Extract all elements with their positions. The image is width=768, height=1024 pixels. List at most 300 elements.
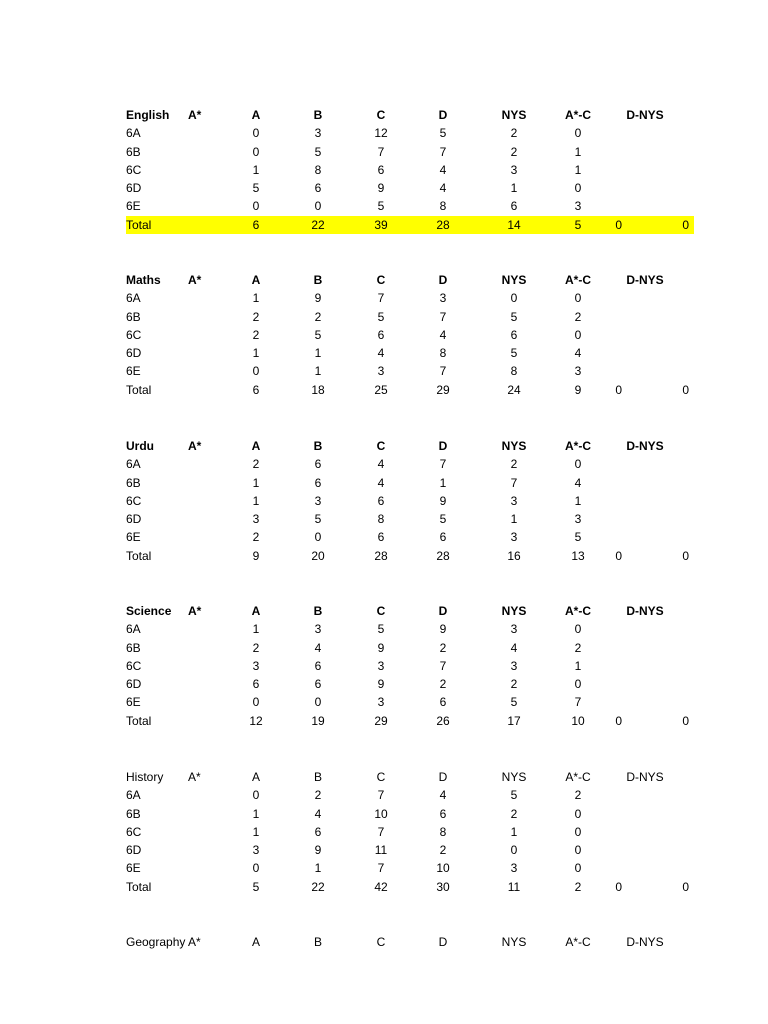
cell-value: 7 bbox=[377, 144, 385, 159]
cell-value: 2 bbox=[574, 788, 582, 803]
cell-value: 7 bbox=[439, 309, 447, 324]
total-value: 0 bbox=[615, 382, 622, 397]
total-value: 25 bbox=[374, 382, 388, 397]
cell-value: 5 bbox=[439, 126, 447, 141]
table-row bbox=[126, 510, 694, 528]
cell-value: 9 bbox=[439, 493, 447, 508]
column-header: C bbox=[376, 273, 386, 287]
section-header-row bbox=[126, 933, 694, 951]
row-label: 6D bbox=[126, 843, 142, 858]
total-value: 28 bbox=[436, 548, 450, 563]
cell-value: 0 bbox=[252, 199, 260, 214]
total-value: 6 bbox=[252, 217, 260, 232]
table-row bbox=[126, 289, 694, 307]
row-label: 6C bbox=[126, 824, 142, 839]
table-row bbox=[126, 362, 694, 380]
cell-value: 2 bbox=[510, 677, 518, 692]
total-label: Total bbox=[126, 713, 152, 728]
column-header: NYS bbox=[501, 108, 527, 122]
column-header: A*-C bbox=[565, 604, 591, 618]
total-value: 9 bbox=[252, 548, 260, 563]
cell-value: 0 bbox=[574, 677, 582, 692]
subject-title: Science bbox=[126, 604, 172, 618]
row-label: 6E bbox=[126, 861, 141, 876]
total-value: 22 bbox=[311, 879, 325, 894]
column-header: D-NYS bbox=[626, 108, 664, 122]
cell-value: 11 bbox=[374, 843, 388, 858]
cell-value: 0 bbox=[252, 144, 260, 159]
cell-value: 6 bbox=[510, 327, 518, 342]
cell-value: 3 bbox=[510, 622, 518, 637]
total-value: 26 bbox=[436, 713, 450, 728]
row-label: 6B bbox=[126, 640, 141, 655]
cell-value: 3 bbox=[510, 530, 518, 545]
row-label: 6B bbox=[126, 475, 141, 490]
column-header: C bbox=[376, 439, 386, 453]
cell-value: 0 bbox=[574, 806, 582, 821]
column-header: A* bbox=[188, 935, 201, 949]
cell-value: 2 bbox=[510, 457, 518, 472]
cell-value: 5 bbox=[439, 512, 447, 527]
table-row bbox=[126, 474, 694, 492]
column-header: A*-C bbox=[565, 108, 591, 122]
section-maths bbox=[126, 271, 694, 399]
cell-value: 5 bbox=[510, 346, 518, 361]
cell-value: 5 bbox=[377, 199, 385, 214]
column-header: B bbox=[313, 935, 322, 949]
cell-value: 6 bbox=[377, 162, 385, 177]
cell-value: 3 bbox=[377, 658, 385, 673]
total-value: 0 bbox=[615, 548, 622, 563]
subject-title: Geography bbox=[126, 935, 186, 949]
total-value: 0 bbox=[682, 713, 689, 728]
column-header: A bbox=[251, 770, 260, 784]
row-label: 6C bbox=[126, 327, 142, 342]
cell-value: 5 bbox=[510, 309, 518, 324]
row-label: 6D bbox=[126, 346, 142, 361]
total-value: 18 bbox=[311, 382, 325, 397]
column-header: D bbox=[438, 935, 448, 949]
cell-value: 1 bbox=[439, 475, 447, 490]
total-value: 42 bbox=[374, 879, 388, 894]
cell-value: 4 bbox=[314, 640, 322, 655]
cell-value: 9 bbox=[439, 622, 447, 637]
row-label: 6E bbox=[126, 199, 141, 214]
cell-value: 6 bbox=[510, 199, 518, 214]
total-value: 0 bbox=[615, 713, 622, 728]
table-row bbox=[126, 492, 694, 510]
cell-value: 0 bbox=[574, 843, 582, 858]
total-value: 28 bbox=[374, 548, 388, 563]
total-value: 9 bbox=[574, 382, 582, 397]
cell-value: 7 bbox=[439, 364, 447, 379]
cell-value: 0 bbox=[574, 861, 582, 876]
column-header: C bbox=[376, 935, 386, 949]
cell-value: 2 bbox=[314, 788, 322, 803]
cell-value: 7 bbox=[439, 144, 447, 159]
total-value: 28 bbox=[436, 217, 450, 232]
column-header: C bbox=[376, 604, 386, 618]
column-header: A* bbox=[188, 108, 202, 122]
cell-value: 2 bbox=[510, 806, 518, 821]
cell-value: 7 bbox=[377, 824, 385, 839]
cell-value: 2 bbox=[252, 309, 260, 324]
cell-value: 3 bbox=[377, 364, 385, 379]
row-label: 6E bbox=[126, 695, 141, 710]
row-label: 6C bbox=[126, 658, 142, 673]
cell-value: 1 bbox=[314, 346, 322, 361]
cell-value: 9 bbox=[377, 677, 385, 692]
cell-value: 4 bbox=[314, 806, 322, 821]
total-value: 24 bbox=[507, 382, 521, 397]
section-header-row bbox=[126, 768, 694, 786]
cell-value: 3 bbox=[510, 861, 518, 876]
total-row bbox=[126, 547, 694, 565]
cell-value: 9 bbox=[377, 181, 385, 196]
cell-value: 0 bbox=[252, 861, 260, 876]
column-header: A* bbox=[188, 439, 202, 453]
total-label: Total bbox=[126, 217, 152, 232]
cell-value: 3 bbox=[252, 658, 260, 673]
cell-value: 4 bbox=[439, 181, 447, 196]
column-header: NYS bbox=[501, 935, 527, 949]
cell-value: 2 bbox=[439, 640, 447, 655]
row-label: 6D bbox=[126, 677, 142, 692]
cell-value: 3 bbox=[314, 622, 322, 637]
cell-value: 3 bbox=[314, 126, 322, 141]
row-label: 6A bbox=[126, 788, 141, 803]
cell-value: 3 bbox=[377, 695, 385, 710]
total-row bbox=[126, 712, 694, 730]
subject-title: Maths bbox=[126, 273, 161, 287]
cell-value: 7 bbox=[439, 658, 447, 673]
row-label: 6C bbox=[126, 493, 142, 508]
subject-title: English bbox=[126, 108, 170, 122]
total-value: 5 bbox=[574, 217, 582, 232]
cell-value: 2 bbox=[252, 327, 260, 342]
table-row bbox=[126, 639, 694, 657]
column-header: D bbox=[438, 273, 448, 287]
row-label: 6A bbox=[126, 291, 141, 306]
cell-value: 3 bbox=[574, 199, 582, 214]
column-header: D bbox=[438, 439, 448, 453]
cell-value: 0 bbox=[574, 291, 582, 306]
cell-value: 1 bbox=[252, 824, 260, 839]
section-header-row bbox=[126, 437, 694, 455]
column-header: B bbox=[313, 439, 323, 453]
section-header-row bbox=[126, 602, 694, 620]
cell-value: 1 bbox=[314, 364, 322, 379]
table-row bbox=[126, 161, 694, 179]
cell-value: 6 bbox=[314, 457, 322, 472]
cell-value: 2 bbox=[439, 677, 447, 692]
cell-value: 3 bbox=[252, 843, 260, 858]
cell-value: 9 bbox=[377, 640, 385, 655]
total-value: 10 bbox=[571, 713, 585, 728]
table-row bbox=[126, 786, 694, 804]
cell-value: 0 bbox=[574, 622, 582, 637]
section-header-row bbox=[126, 106, 694, 124]
cell-value: 4 bbox=[377, 475, 385, 490]
cell-value: 5 bbox=[314, 144, 322, 159]
total-value: 19 bbox=[311, 713, 325, 728]
column-header: C bbox=[376, 108, 386, 122]
cell-value: 6 bbox=[314, 677, 322, 692]
cell-value: 1 bbox=[252, 291, 260, 306]
cell-value: 9 bbox=[314, 843, 322, 858]
cell-value: 0 bbox=[574, 824, 582, 839]
cell-value: 6 bbox=[314, 181, 322, 196]
table-row bbox=[126, 693, 694, 711]
section-science bbox=[126, 602, 694, 730]
total-value: 22 bbox=[311, 217, 325, 232]
cell-value: 6 bbox=[314, 824, 322, 839]
cell-value: 5 bbox=[314, 327, 322, 342]
cell-value: 1 bbox=[252, 493, 260, 508]
cell-value: 5 bbox=[574, 530, 582, 545]
column-header: D-NYS bbox=[626, 604, 664, 618]
column-header: B bbox=[313, 604, 323, 618]
column-header: D bbox=[438, 604, 448, 618]
cell-value: 4 bbox=[574, 346, 582, 361]
column-header: D-NYS bbox=[626, 273, 664, 287]
cell-value: 2 bbox=[439, 843, 447, 858]
table-row bbox=[126, 197, 694, 215]
cell-value: 0 bbox=[252, 788, 260, 803]
column-header: A bbox=[251, 439, 261, 453]
total-value: 0 bbox=[682, 382, 689, 397]
total-row bbox=[126, 381, 694, 399]
cell-value: 5 bbox=[510, 695, 518, 710]
total-value: 0 bbox=[615, 217, 622, 232]
total-row bbox=[126, 216, 694, 234]
cell-value: 6 bbox=[377, 493, 385, 508]
column-header: A*-C bbox=[565, 439, 591, 453]
cell-value: 4 bbox=[439, 788, 447, 803]
section-urdu bbox=[126, 437, 694, 565]
cell-value: 2 bbox=[252, 457, 260, 472]
total-value: 11 bbox=[507, 879, 521, 894]
column-header: NYS bbox=[501, 770, 527, 784]
cell-value: 0 bbox=[574, 457, 582, 472]
cell-value: 2 bbox=[510, 126, 518, 141]
column-header: A* bbox=[188, 273, 202, 287]
table-row bbox=[126, 179, 694, 197]
total-value: 0 bbox=[615, 879, 622, 894]
total-value: 30 bbox=[436, 879, 450, 894]
table-row bbox=[126, 528, 694, 546]
table-row bbox=[126, 859, 694, 877]
cell-value: 7 bbox=[377, 291, 385, 306]
cell-value: 1 bbox=[252, 162, 260, 177]
column-header: NYS bbox=[501, 273, 527, 287]
column-header: NYS bbox=[501, 439, 527, 453]
total-value: 16 bbox=[507, 548, 521, 563]
table-row bbox=[126, 823, 694, 841]
cell-value: 1 bbox=[314, 861, 322, 876]
column-header: B bbox=[313, 273, 323, 287]
cell-value: 4 bbox=[377, 346, 385, 361]
subject-title: History bbox=[126, 770, 164, 784]
cell-value: 1 bbox=[252, 475, 260, 490]
total-value: 39 bbox=[374, 217, 388, 232]
cell-value: 6 bbox=[377, 327, 385, 342]
total-value: 12 bbox=[249, 713, 263, 728]
cell-value: 4 bbox=[510, 640, 518, 655]
subject-title: Urdu bbox=[126, 439, 154, 453]
column-header: A*-C bbox=[565, 935, 591, 949]
total-value: 0 bbox=[682, 217, 689, 232]
total-row bbox=[126, 878, 694, 896]
table-row bbox=[126, 143, 694, 161]
cell-value: 4 bbox=[439, 162, 447, 177]
column-header: A*-C bbox=[565, 770, 591, 784]
column-header: A*-C bbox=[565, 273, 591, 287]
cell-value: 8 bbox=[439, 824, 447, 839]
cell-value: 3 bbox=[510, 658, 518, 673]
row-label: 6B bbox=[126, 309, 141, 324]
total-value: 6 bbox=[252, 382, 260, 397]
cell-value: 6 bbox=[439, 806, 447, 821]
cell-value: 8 bbox=[439, 346, 447, 361]
cell-value: 3 bbox=[510, 162, 518, 177]
cell-value: 2 bbox=[510, 144, 518, 159]
cell-value: 10 bbox=[374, 806, 388, 821]
cell-value: 3 bbox=[439, 291, 447, 306]
total-label: Total bbox=[126, 382, 152, 397]
cell-value: 6 bbox=[439, 695, 447, 710]
table-row bbox=[126, 455, 694, 473]
total-value: 14 bbox=[507, 217, 521, 232]
cell-value: 5 bbox=[510, 788, 518, 803]
table-row bbox=[126, 657, 694, 675]
row-label: 6E bbox=[126, 530, 141, 545]
cell-value: 1 bbox=[574, 144, 582, 159]
cell-value: 8 bbox=[377, 512, 385, 527]
cell-value: 7 bbox=[377, 861, 385, 876]
row-label: 6E bbox=[126, 364, 141, 379]
cell-value: 0 bbox=[314, 695, 322, 710]
cell-value: 2 bbox=[574, 309, 582, 324]
cell-value: 6 bbox=[439, 530, 447, 545]
cell-value: 0 bbox=[574, 126, 582, 141]
cell-value: 0 bbox=[510, 291, 518, 306]
table-row bbox=[126, 841, 694, 859]
cell-value: 7 bbox=[439, 457, 447, 472]
cell-value: 1 bbox=[252, 346, 260, 361]
cell-value: 6 bbox=[314, 658, 322, 673]
cell-value: 1 bbox=[510, 824, 518, 839]
row-label: 6D bbox=[126, 181, 142, 196]
cell-value: 1 bbox=[252, 622, 260, 637]
table-row bbox=[126, 805, 694, 823]
cell-value: 3 bbox=[574, 512, 582, 527]
cell-value: 3 bbox=[252, 512, 260, 527]
total-label: Total bbox=[126, 879, 152, 894]
cell-value: 12 bbox=[374, 126, 388, 141]
row-label: 6C bbox=[126, 162, 142, 177]
cell-value: 2 bbox=[252, 530, 260, 545]
cell-value: 6 bbox=[252, 677, 260, 692]
column-header: A bbox=[251, 273, 261, 287]
cell-value: 8 bbox=[439, 199, 447, 214]
cell-value: 0 bbox=[252, 364, 260, 379]
cell-value: 1 bbox=[574, 658, 582, 673]
cell-value: 0 bbox=[252, 695, 260, 710]
cell-value: 0 bbox=[314, 199, 322, 214]
column-header: B bbox=[313, 770, 322, 784]
row-label: 6A bbox=[126, 126, 141, 141]
section-header-row bbox=[126, 271, 694, 289]
total-label: Total bbox=[126, 548, 152, 563]
column-header: D bbox=[438, 770, 448, 784]
total-value: 13 bbox=[571, 548, 585, 563]
total-value: 29 bbox=[374, 713, 388, 728]
column-header: A bbox=[251, 604, 261, 618]
cell-value: 9 bbox=[314, 291, 322, 306]
cell-value: 1 bbox=[510, 181, 518, 196]
cell-value: 3 bbox=[510, 493, 518, 508]
cell-value: 10 bbox=[436, 861, 450, 876]
total-value: 5 bbox=[252, 879, 260, 894]
section-english bbox=[126, 106, 694, 234]
cell-value: 0 bbox=[574, 181, 582, 196]
column-header: NYS bbox=[501, 604, 527, 618]
column-header: A* bbox=[188, 770, 201, 784]
cell-value: 7 bbox=[574, 695, 582, 710]
total-value: 17 bbox=[507, 713, 521, 728]
cell-value: 5 bbox=[377, 622, 385, 637]
column-header: B bbox=[313, 108, 323, 122]
column-header: A bbox=[251, 108, 261, 122]
table-row bbox=[126, 675, 694, 693]
cell-value: 4 bbox=[377, 457, 385, 472]
column-header: D-NYS bbox=[626, 439, 664, 453]
row-label: 6A bbox=[126, 622, 141, 637]
section-history bbox=[126, 768, 694, 896]
cell-value: 1 bbox=[574, 493, 582, 508]
table-row bbox=[126, 308, 694, 326]
cell-value: 0 bbox=[252, 126, 260, 141]
column-header: D bbox=[438, 108, 448, 122]
row-label: 6D bbox=[126, 512, 142, 527]
cell-value: 7 bbox=[377, 788, 385, 803]
cell-value: 1 bbox=[510, 512, 518, 527]
cell-value: 4 bbox=[439, 327, 447, 342]
cell-value: 5 bbox=[252, 181, 260, 196]
cell-value: 6 bbox=[377, 530, 385, 545]
table-row bbox=[126, 124, 694, 142]
column-header: A* bbox=[188, 604, 202, 618]
cell-value: 5 bbox=[314, 512, 322, 527]
section-geography bbox=[126, 933, 694, 951]
table-row bbox=[126, 620, 694, 638]
cell-value: 1 bbox=[574, 162, 582, 177]
cell-value: 2 bbox=[574, 640, 582, 655]
cell-value: 3 bbox=[314, 493, 322, 508]
table-row bbox=[126, 344, 694, 362]
cell-value: 0 bbox=[314, 530, 322, 545]
cell-value: 8 bbox=[510, 364, 518, 379]
total-value: 20 bbox=[311, 548, 325, 563]
column-header: D-NYS bbox=[626, 935, 664, 949]
row-label: 6B bbox=[126, 144, 141, 159]
cell-value: 0 bbox=[574, 327, 582, 342]
total-value: 0 bbox=[682, 879, 689, 894]
cell-value: 7 bbox=[510, 475, 518, 490]
column-header: A bbox=[251, 935, 260, 949]
table-row bbox=[126, 326, 694, 344]
